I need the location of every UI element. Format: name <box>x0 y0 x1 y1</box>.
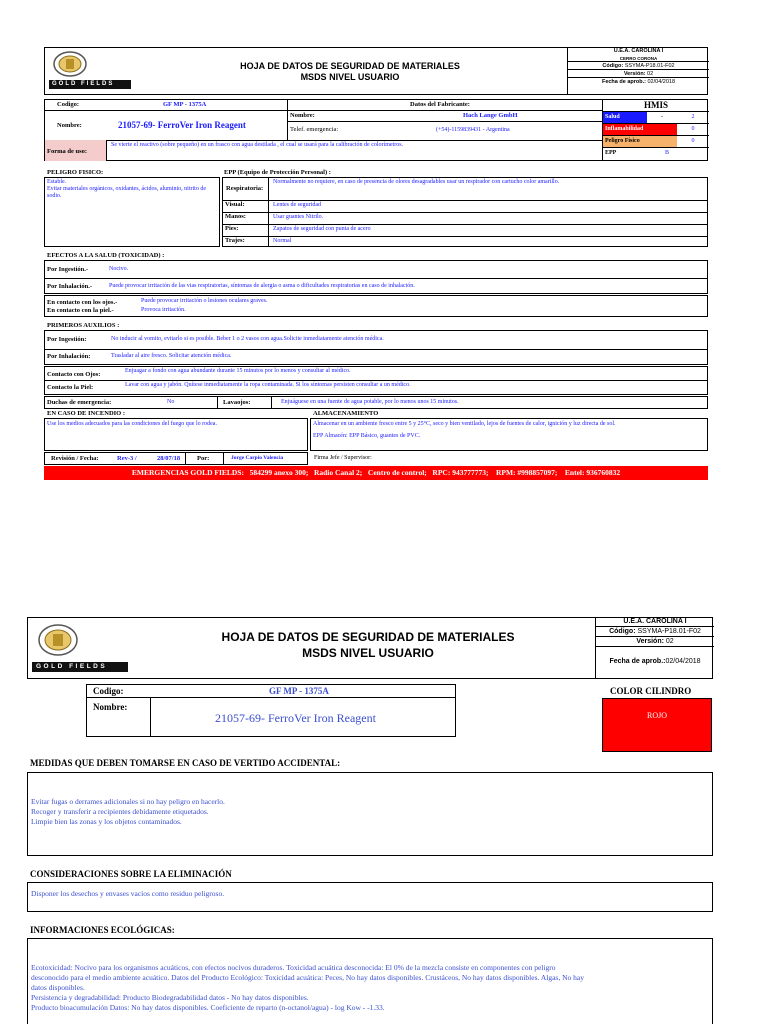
product-cells <box>45 100 288 140</box>
doc-code: Código: SSYMA-P18.01-F02 <box>568 62 709 70</box>
product-block-2: Codigo: GF MP - 1375A Nombre: 21057-69- FerroVer Iron Reagent <box>86 684 456 737</box>
gold-fields-logo <box>49 51 131 91</box>
doc-info-box-2: U.E.A. CAROLINA I Código: SSYMA-P18.01-F02 Versión: 02 Fecha de aprob.:02/04/2018 <box>595 617 714 679</box>
peligro-title: PELIGRO FISICO: <box>47 169 104 176</box>
hmis-row-epp: EPP B <box>603 147 709 159</box>
auxilios-title: PRIMEROS AUXILIOS : <box>47 322 120 329</box>
site-name: CERRO CORONA <box>568 55 709 62</box>
efectos-row-contacto: En contacto con los ojos.- Puede provocar irritación o lesiones oculares graves. En contacto con la piel.- Provoca irritación. <box>44 295 708 317</box>
incendio-box: Use los medios adecuados para las condiciones del fuego que lo rodea. <box>44 418 308 451</box>
title-line-2: MSDS NIVEL USUARIO <box>300 72 400 82</box>
forma-value: Se vierte el reactivo (sobre pequeño) en un frasco con agua destilada , el cual se usará para la calibración de colorímetros. <box>111 142 404 148</box>
doc-info-box <box>567 47 709 95</box>
doc-date: Fecha de aprob.: 02/04/2018 <box>601 79 676 85</box>
vertido-title: MEDIDAS QUE DEBEN TOMARSE EN CASO DE VERTIDO ACCIDENTAL: <box>30 758 341 768</box>
logo-text: GOLD FIELDS <box>32 662 128 672</box>
nombre-value: 21057-69- FerroVer Iron Reagent <box>118 120 246 130</box>
hmis-title: HMIS <box>643 100 668 110</box>
almacen-box: Almacenar en un ambiente fresco entre 5 y 25°C, seco y bien ventilado, lejos de fuentes de calor, ignición y luz directa de sol. EPP Almacén: EPP Básico, guantes de PVC. <box>310 418 708 451</box>
forma-label-cell <box>45 140 107 161</box>
aux-row-inhalacion: Por Inhalación: Trasladar al aire fresco. Solicitar atención médica. <box>44 349 708 365</box>
gold-fields-logo-2 <box>32 621 128 675</box>
fab-nombre-label: Nombre: <box>290 112 315 119</box>
forma-label: Forma de uso: <box>47 148 88 155</box>
emergencias-text: EMERGENCIAS GOLD FIELDS: 584299 anexo 300; Radio Canal 2; Centro de control; RPC: 943777773; RPM: #998857097; Entel: 936760832 <box>131 468 621 477</box>
hmis-inflam-label: Inflamabilidad <box>603 124 677 135</box>
nombre-label: Nombre: <box>57 122 82 129</box>
color-cilindro-title: COLOR CILINDRO <box>610 686 692 696</box>
aux-row-duchas: Duchas de emergencia: No Lavaojos: Enjuáguese en una fuente de agua potable, por lo menos unos 15 minutos. <box>44 396 708 409</box>
title2-line-2: MSDS NIVEL USUARIO <box>302 646 434 660</box>
nombre-value-2: 21057-69- FerroVer Iron Reagent <box>215 711 376 725</box>
hmis-box <box>602 99 709 161</box>
color-cilindro-box: ROJO <box>602 698 712 752</box>
fab-nombre-value: Hach Lange GmbH <box>463 112 518 119</box>
efectos-title: EFECTOS A LA SALUD (TOXICIDAD) : <box>47 252 165 259</box>
almacen-title: ALMACENAMIENTO <box>313 410 379 417</box>
hmis-peligro-label: Peligro Físico <box>603 136 677 147</box>
hmis-row-peligro: Peligro Físico 0 <box>603 135 709 147</box>
efectos-row-ingestion: Por Ingestión.- Nocivo. <box>44 260 708 279</box>
fab-tel-label: Telef. emergencia: <box>290 126 339 133</box>
efectos-row-inhalacion: Por Inhalación.- Puede provocar irritación de las vias respiratorias, síntomas de alergia o asma o dificultades respiratorias en caso de inhalación. <box>44 278 708 294</box>
logo-emblem-icon <box>38 623 78 657</box>
vertido-box: Evitar fugas o derrames adicionales si no hay peligro en hacerlo. Recoger y transferir a recipientes debidamente etiquetados. Limpie bien las zonas y los objetos contaminados. <box>27 772 713 856</box>
hmis-row-salud: Salud - 2 <box>603 111 709 123</box>
logo-text: GOLD FIELDS <box>49 80 131 89</box>
firma-label: Firma Jefe / Supervisor: <box>314 455 372 461</box>
product-block <box>44 99 708 161</box>
elim-title: CONSIDERACIONES SOBRE LA ELIMINACIÓN <box>30 869 232 879</box>
codigo-value: GF MP - 1375A <box>163 101 207 108</box>
aux-row-ojos: Contacto con Ojos: Enjuagar a fondo con agua abundante durante 15 minutos por lo menos y consultar al médico. <box>44 366 708 381</box>
peligro-box: Estable. Evitar materiales orgánicos, oxidantes, ácidos, aluminio, nitrito de sodio. <box>44 177 220 247</box>
doc-version: Versión: 02 <box>568 70 709 78</box>
incendio-title: EN CASO DE INCENDIO : <box>47 410 126 417</box>
header-1 <box>44 47 708 95</box>
fabricante-cells <box>288 100 602 140</box>
header-2 <box>27 617 713 679</box>
title2-line-1: HOJA DE DATOS DE SEGURIDAD DE MATERIALES <box>221 630 515 644</box>
elim-box: Disponer los desechos y envases vacíos como residuo peligroso. <box>27 882 713 912</box>
aux-row-piel: Contacto la Piel: Lavar con agua y jabón. Quítese inmediatamente la ropa contaminada. Si los síntomas persisten consultar a un médico. <box>44 380 708 395</box>
epp-title: EPP (Equipo de Protección Personal) : <box>224 169 331 176</box>
fab-tel-value: (+54)-1159839431 - Argentina <box>436 127 510 133</box>
logo-emblem-icon <box>53 51 87 77</box>
codigo-label: Codigo: <box>57 101 80 108</box>
hmis-row-inflamabilidad: Inflamabilidad 0 <box>603 123 709 135</box>
emergencias-bar <box>44 466 708 480</box>
fabricante-title: Datos del Fabricante: <box>410 101 470 108</box>
aux-row-ingestion: Por Ingestión: No inducir al vomito, evitarlo si es posible. Beber 1 o 2 vasos con agua.Solicite inmediatamente atención médica. <box>44 330 708 350</box>
unit-name: U.E.A. CAROLINA I <box>613 48 664 54</box>
epp-box: Respiratoria: Normalmente no requiere, en caso de presencia de olores desagradables usar un respirador con cartucho color amarillo. Visual: Lentes de seguridad Manos: Usar guantes Nitrilo. Pies: Zapatos de seguridad con punta de acero Trajes: Normal <box>222 177 708 247</box>
title-line-1: HOJA DE DATOS DE SEGURIDAD DE MATERIALES <box>240 61 460 71</box>
revision-box: Revisión / Fecha: Rev-3 / 28/07/18 Por: Jorge Carpio Valencia <box>44 452 308 465</box>
eco-title: INFORMACIONES ECOLÓGICAS: <box>30 925 175 935</box>
eco-box: Ecotoxicidad: Nocivo para los organismos acuáticos, con efectos nocivos duraderos. Toxicidad acuática desconocida: El 0% de la mezcla consiste en componentes con peligro desconocido para el medio ambiente acuático. Datos del Producto Ecológico: Toxicidad acuática: Peces, No hay datos disponibles. Crustáceos, No hay datos disponibles. Algas, No hay datos disponibles. Persistencia y degradabilidad: Producto Biodegradabilidad datos - No hay datos disponibles. Producto bioacumulación Datos: No hay datos disponibles. Coeficiente de reparto (n-octanol/agua) - log Kow - -1.33. <box>27 938 713 1024</box>
hmis-salud-label: Salud <box>603 112 647 123</box>
